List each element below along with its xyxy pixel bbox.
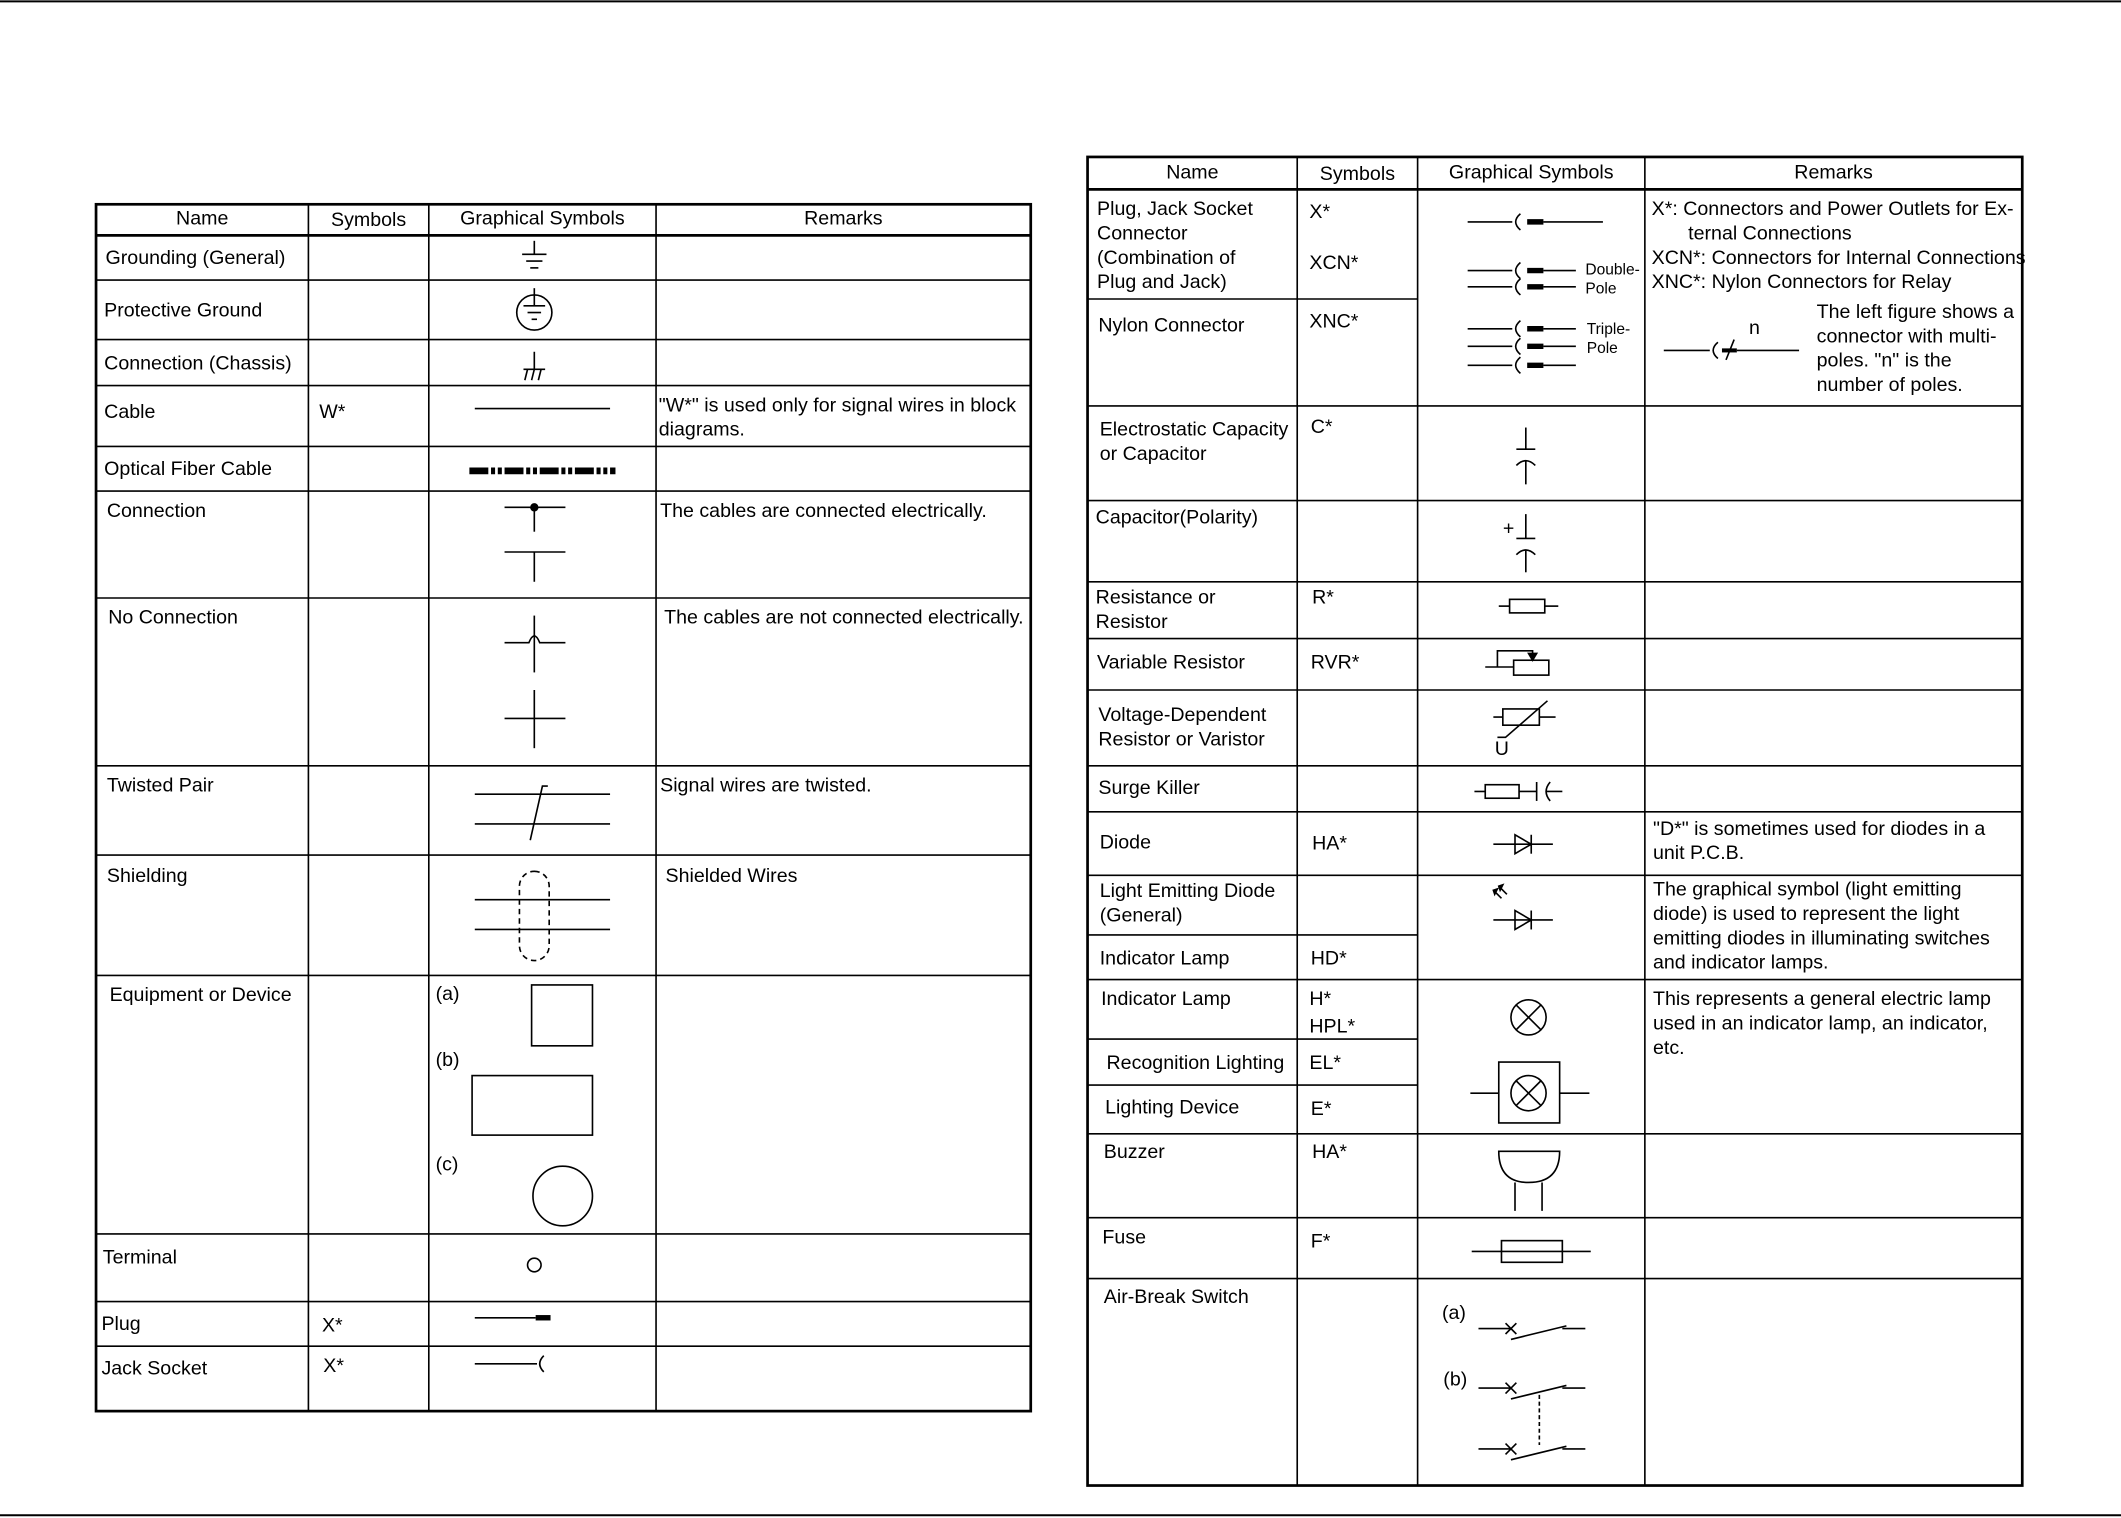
polarity-plus-mark: + [1502,518,1515,540]
connection-icon [505,504,566,582]
surge-killer-icon [1474,782,1562,801]
row-name: Shielding [106,865,188,888]
multi-pole-n-label: n [1749,317,1760,340]
triple-pole-label: Pole [1586,340,1618,358]
row-symbol: EL* [1309,1052,1342,1075]
jack-socket-icon [475,1356,544,1372]
capacitor-icon [1516,428,1535,485]
row-remark: X*: Connectors and Power Outlets for Ex- [1651,198,2014,221]
switch-label-a: (a) [1441,1302,1466,1325]
equipment-label-a: (a) [435,983,460,1006]
no-connection-icon [505,616,566,749]
row-symbol: HA* [1312,1141,1347,1164]
row-name: Indicator Lamp [1101,988,1231,1011]
row-remark: This represents a general electric lamp used in an indicator lamp, an indicator, etc. [1652,988,1991,1060]
grounding-icon [522,241,546,268]
left-table-grid [96,204,1031,1411]
row-symbol: X* [321,1315,343,1337]
row-name: (Combination of [1097,247,1236,270]
row-symbol: C* [1310,416,1333,439]
row-name: Protective Ground [104,300,263,322]
row-symbol: XCN* [1309,252,1359,275]
row-name: Connection [106,500,207,523]
row-name: Connector [1097,223,1188,245]
led-icon [1493,885,1553,930]
row-name: Fuse [1102,1227,1147,1249]
equipment-label-c: (c) [435,1154,459,1176]
left-header-symbols: Symbols [330,209,407,232]
multi-pole-connector-icon [1664,340,1799,360]
row-remark: XNC*: Nylon Connectors for Relay [1651,271,1952,294]
row-symbol: X* [323,1355,345,1378]
multi-pole-remark: The left figure shows a connector with multi-poles. "n" is the number of poles. [1816,301,2014,397]
row-symbol: HA* [1312,833,1347,856]
double-pole-label: Double- [1585,262,1640,279]
row-symbol: RVR* [1310,652,1360,674]
shielding-icon [475,871,610,960]
row-name: Variable Resistor [1097,652,1245,674]
right-header-symbols: Symbols [1319,163,1396,186]
row-name: Grounding (General) [105,247,286,270]
row-name: Equipment or Device [109,984,292,1007]
row-name: Light Emitting Diode (General) [1099,880,1276,927]
row-symbol: HPL* [1309,1016,1356,1038]
left-header-remarks: Remarks [804,208,883,230]
row-symbol: H* [1309,988,1332,1011]
fuse-icon [1472,1241,1591,1263]
row-name: Plug and Jack) [1097,271,1227,294]
diode-icon [1493,835,1553,854]
row-name: Twisted Pair [106,775,214,797]
right-header-graphical: Graphical Symbols [1448,162,1614,184]
row-symbol: F* [1310,1231,1331,1253]
row-name: No Connection [108,607,238,630]
connector-icons [1468,214,1603,374]
row-symbol: X* [1309,201,1331,224]
row-name: Terminal [102,1247,177,1270]
row-name: Voltage-Dependent Resistor or Varistor [1098,704,1267,751]
right-header-name: Name [1166,162,1219,184]
row-remark: "D*" is sometimes used for diodes in a unit P.C.B. [1652,818,1986,865]
double-pole-label: Pole [1585,281,1617,298]
row-name: Resistance or Resistor [1095,587,1216,634]
protective-ground-icon [517,288,552,330]
row-name: Recognition Lighting [1106,1052,1285,1075]
row-name: Surge Killer [1098,777,1200,800]
row-symbol: E* [1310,1098,1332,1121]
buzzer-icon [1499,1151,1560,1211]
row-symbol: HD* [1310,948,1347,971]
row-name: Connection (Chassis) [104,353,292,375]
varistor-u-mark: U [1494,738,1509,761]
row-name: Plug, Jack Socket [1097,198,1253,221]
left-header-graphical: Graphical Symbols [460,208,625,230]
row-name: Nylon Connector [1098,315,1245,337]
variable-resistor-icon [1485,651,1549,675]
row-name: Air-Break Switch [1103,1286,1249,1309]
row-name: Cable [104,401,156,424]
row-name: Buzzer [1103,1141,1165,1164]
row-remark: Shielded Wires [665,865,798,888]
switch-label-b: (b) [1443,1369,1468,1391]
row-remark: "W*" is used only for signal wires in block diagrams. [658,395,1017,442]
row-remark: The cables are not connected electrically. [664,607,1024,630]
chassis-icon [523,352,545,380]
polarity-capacitor-icon [1516,514,1535,572]
row-remark: XCN*: Connectors for Internal Connections [1651,247,2026,270]
air-break-switch-icons [1478,1323,1585,1460]
lighting-device-icon [1470,1062,1589,1123]
equipment-label-b: (b) [435,1049,460,1072]
row-name: Optical Fiber Cable [104,458,273,481]
row-remark: ternal Connections [1688,223,1852,245]
varistor-icon [1493,701,1555,738]
row-remark: Signal wires are twisted. [660,775,872,797]
row-symbol: XNC* [1309,311,1359,333]
equipment-icons [472,985,592,1226]
row-name: Capacitor(Polarity) [1095,507,1259,529]
row-name: Plug [101,1313,141,1336]
row-name: Indicator Lamp [1099,948,1230,971]
row-symbol: W* [319,401,346,424]
twisted-pair-icon [475,786,610,840]
row-remark: The cables are connected electrically. [660,500,987,523]
right-header-remarks: Remarks [1794,162,1873,184]
row-name: Lighting Device [1105,1097,1240,1119]
resistor-icon [1499,599,1559,613]
terminal-icon [528,1258,542,1272]
row-name: Diode [1099,832,1151,854]
triple-pole-label: Triple- [1586,321,1631,339]
row-remark: The graphical symbol (light emitting diode) is used to represent the light emitting diodes in illuminating switches and indicator lamps. [1652,879,1990,975]
row-symbol: R* [1312,587,1334,609]
lamp-icon [1511,1000,1546,1035]
row-name: Jack Socket [101,1358,208,1380]
left-header-name: Name [176,208,229,230]
row-name: Electrostatic Capacity or Capacitor [1099,419,1289,466]
